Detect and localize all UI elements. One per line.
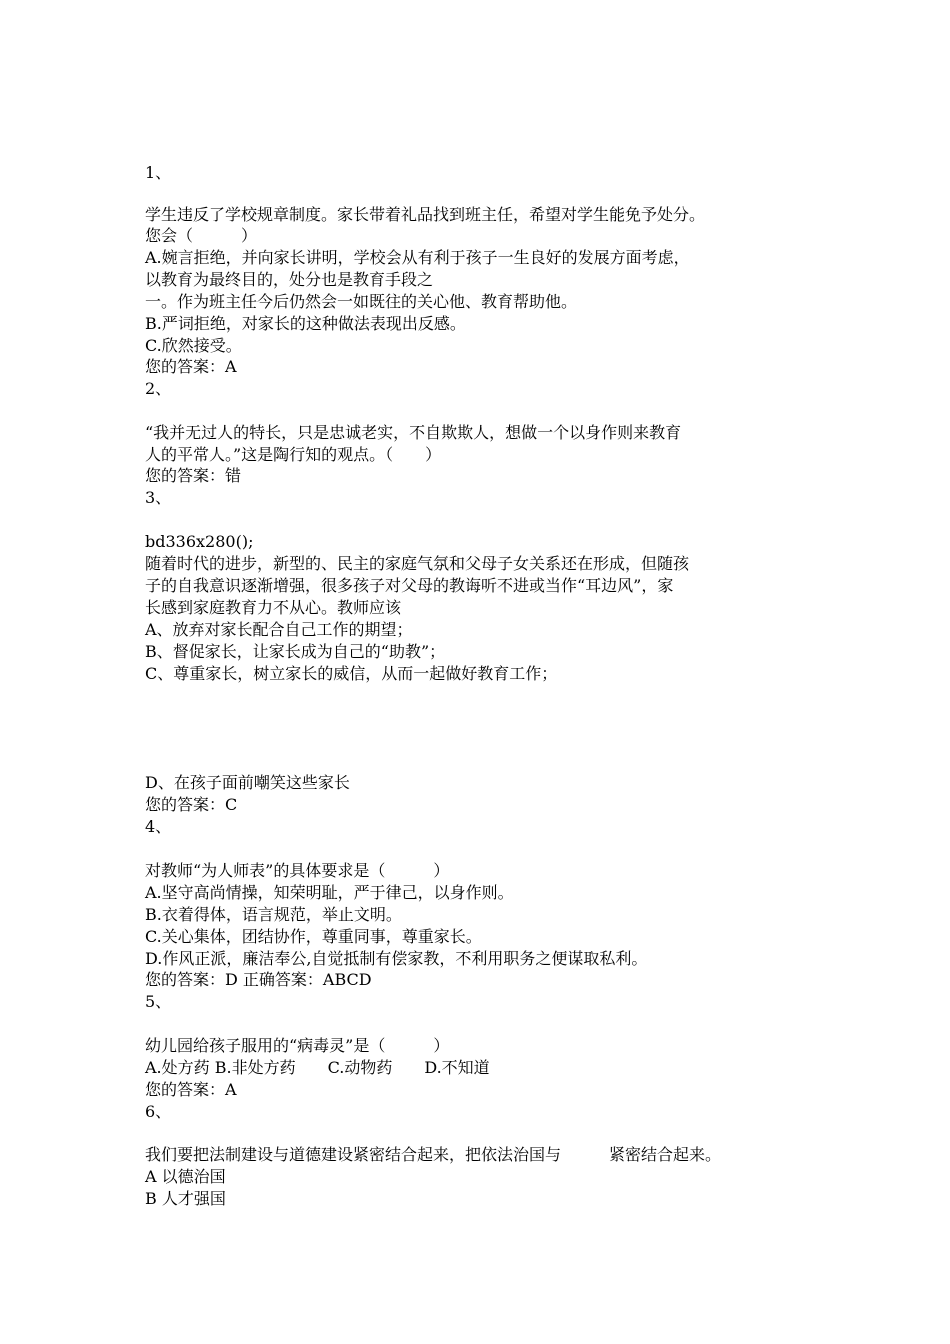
question-6-option-a: A 以德治国 xyxy=(145,1167,226,1186)
question-1-option-b: B.严词拒绝，对家长的这种做法表现出反感。 xyxy=(145,314,466,333)
question-5-answer: 您的答案：A xyxy=(145,1080,237,1099)
question-3-text-line-1: 随着时代的进步，新型的、民主的家庭气氛和父母子女关系还在形成，但随孩 xyxy=(145,554,690,573)
question-2-text-line-1: “我并无过人的特长，只是忠诚老实，不自欺欺人，想做一个以身作则来教育 xyxy=(145,423,682,442)
question-1-option-a-line-1: A.婉言拒绝，并向家长讲明，学校会从有利于孩子一生良好的发展方面考虑， xyxy=(145,248,690,267)
question-3-option-c: C、尊重家长，树立家长的威信，从而一起做好教育工作； xyxy=(145,664,558,683)
ad-code-text: bd336x280(); xyxy=(145,532,254,551)
question-6-option-b: B 人才强国 xyxy=(145,1189,226,1208)
question-3-text-line-2: 子的自我意识逐渐增强，很多孩子对父母的教诲听不进或当作“耳边风”，家 xyxy=(145,576,674,595)
question-4-answer: 您的答案：D 正确答案：ABCD xyxy=(145,970,372,989)
question-5-number: 5、 xyxy=(145,992,172,1011)
question-4-option-d: D.作风正派，廉洁奉公,自觉抵制有偿家教，不利用职务之便谋取私利。 xyxy=(145,949,648,968)
question-1-number: 1、 xyxy=(145,163,172,182)
question-4-text: 对教师“为人师表”的具体要求是（ ） xyxy=(145,861,450,880)
question-3-text-line-3: 长感到家庭教育力不从心。教师应该 xyxy=(145,598,402,617)
question-4-number: 4、 xyxy=(145,817,172,836)
question-3-option-b: B、督促家长，让家长成为自己的“助教”； xyxy=(145,642,446,661)
question-1-option-c: C.欣然接受。 xyxy=(145,336,242,355)
question-2-text-line-2: 人的平常人。”这是陶行知的观点。（ ） xyxy=(145,445,442,464)
question-6-text: 我们要把法制建设与道德建设紧密结合起来，把依法治国与 紧密结合起来。 xyxy=(145,1145,722,1164)
question-4-option-b: B.衣着得体，语言规范，举止文明。 xyxy=(145,905,402,924)
question-1-text-line-1: 学生违反了学校规章制度。家长带着礼品找到班主任，希望对学生能免予处分。 xyxy=(145,205,706,224)
question-3-option-a: A、放弃对家长配合自己工作的期望； xyxy=(145,620,413,639)
question-3-number: 3、 xyxy=(145,488,172,507)
question-5-options: A.处方药 B.非处方药 C.动物药 D.不知道 xyxy=(145,1058,490,1077)
question-3-option-d: D、在孩子面前嘲笑这些家长 xyxy=(145,773,350,792)
question-4-option-a: A.坚守高尚情操，知荣明耻，严于律己，以身作则。 xyxy=(145,883,514,902)
question-1-option-a-line-2: 以教育为最终目的，处分也是教育手段之 xyxy=(145,270,434,289)
question-1-text-line-2: 您会（ ） xyxy=(145,226,258,245)
question-2-number: 2、 xyxy=(145,379,172,398)
question-1-answer: 您的答案：A xyxy=(145,357,237,376)
question-4-option-c: C.关心集体，团结协作，尊重同事，尊重家长。 xyxy=(145,927,482,946)
question-5-text: 幼儿园给孩子服用的“病毒灵”是（ ） xyxy=(145,1036,450,1055)
question-6-number: 6、 xyxy=(145,1102,172,1121)
question-2-answer: 您的答案：错 xyxy=(145,466,242,485)
question-3-answer: 您的答案：C xyxy=(145,795,238,814)
question-1-option-a-line-3: 一。作为班主任今后仍然会一如既往的关心他、教育帮助他。 xyxy=(145,292,578,311)
